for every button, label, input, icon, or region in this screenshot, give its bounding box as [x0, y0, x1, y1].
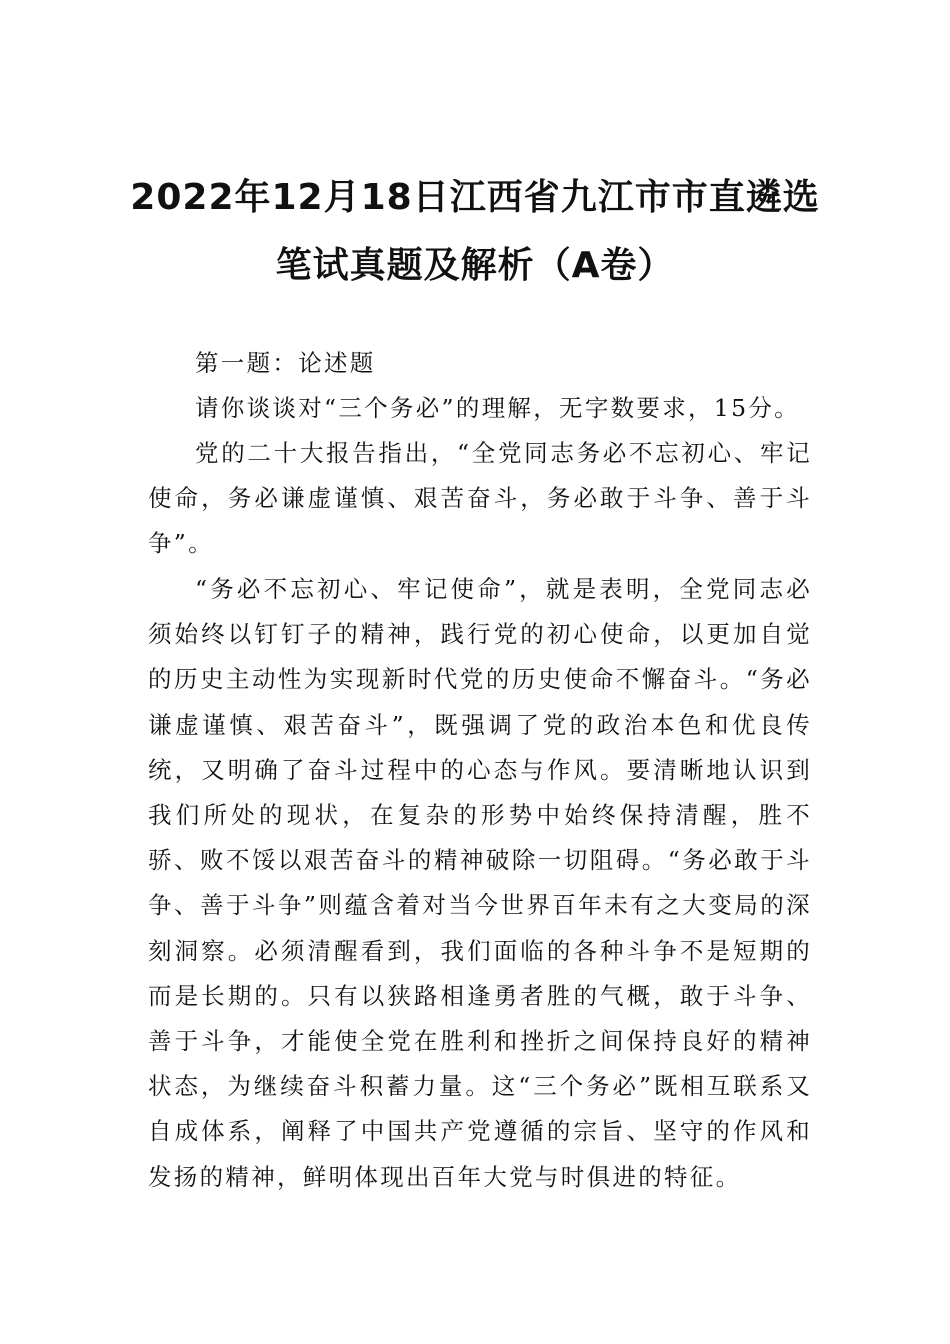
question-block: [148, 386, 812, 431]
answer-paragraph: 党的二十大报告指出，“全党同志务必不忘初心、牢记使命，务必谦虚谨慎、艰苦奋斗，务必敢于斗争、善于斗争”。: [148, 439, 812, 558]
answer-paragraph-2-block: [148, 567, 812, 1200]
document-title-line-2: 笔试真题及解析（A卷）: [275, 245, 675, 286]
section-heading-block: [148, 341, 812, 386]
answer-paragraph-1-block: [148, 431, 812, 567]
answer-paragraph: “务必不忘初心、牢记使命”，就是表明，全党同志必须始终以钉钉子的精神，践行党的初心使命，以更加自觉的历史主动性为实现新时代党的历史使命不懈奋斗。“务必谦虚谨慎、艰苦奋斗”，既强调了党的政治本色和优良传统，又明确了奋斗过程中的心态与作风。要清晰地认识到我们所处的现状，在复杂的形势中始终保持清醒，胜不骄、败不馁以艰苦奋斗的精神破除一切阻碍。“务必敢于斗争、善于斗争”则蕴含着对当今世界百年未有之大变局的深刻洞察。必须清醒看到，我们面临的各种斗争不是短期的而是长期的。只有以狭路相逢勇者胜的气概，敢于斗争、善于斗争，才能使全党在胜利和挫折之间保持良好的精神状态，为继续奋斗积蓄力量。这“三个务必”既相互联系又自成体系，阐释了中国共产党遵循的宗旨、坚守的作风和发扬的精神，鲜明体现出百年大党与时俱进的特征。: [148, 575, 812, 1191]
question-text: 请你谈谈对“三个务必”的理解，无字数要求，15分。: [195, 394, 800, 422]
document-title-line-1: 2022年12月18日江西省九江市市直遴选: [130, 177, 820, 218]
section-heading: 第一题：论述题: [195, 349, 376, 377]
